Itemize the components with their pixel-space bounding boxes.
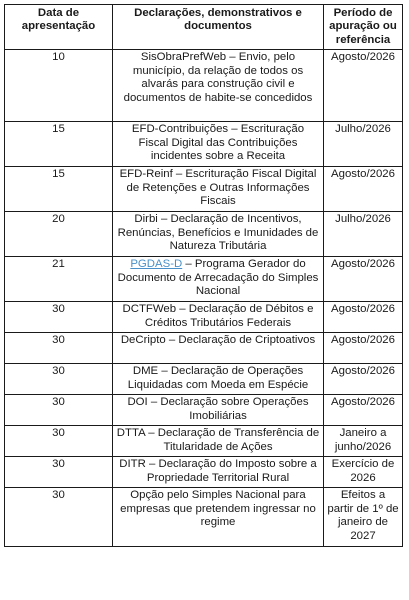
header-period: Período de apuração ou referência xyxy=(324,5,403,50)
row-description: DTTA – Declaração de Transferência de Titularidade de Ações xyxy=(113,426,324,457)
row-description: DOI – Declaração sobre Operações Imobiliárias xyxy=(113,395,324,426)
table-header-row xyxy=(5,5,403,50)
tax-calendar-table xyxy=(4,4,403,547)
table-row xyxy=(5,122,403,167)
table-row xyxy=(5,212,403,257)
row-description: DME – Declaração de Operações Liquidadas com Moeda em Espécie xyxy=(113,364,324,395)
row-description xyxy=(113,257,324,302)
row-day: 30 xyxy=(5,488,113,547)
row-description: Dirbi – Declaração de Incentivos, Renúncias, Benefícios e Imunidades de Natureza Tributária xyxy=(113,212,324,257)
row-period: Julho/2026 xyxy=(324,212,403,257)
row-period: Agosto/2026 xyxy=(324,50,403,122)
row-period: Efeitos a partir de 1º de janeiro de 2027 xyxy=(324,488,403,547)
row-period: Agosto/2026 xyxy=(324,302,403,333)
table-row xyxy=(5,167,403,212)
table-row xyxy=(5,333,403,364)
table-row xyxy=(5,395,403,426)
row-day: 30 xyxy=(5,457,113,488)
row-description: Opção pelo Simples Nacional para empresas que pretendem ingressar no regime xyxy=(113,488,324,547)
row-description: DCTFWeb – Declaração de Débitos e Créditos Tributários Federais xyxy=(113,302,324,333)
row-day: 30 xyxy=(5,395,113,426)
header-date: Data de apresentação xyxy=(5,5,113,50)
row-day: 15 xyxy=(5,122,113,167)
row-period: Exercício de 2026 xyxy=(324,457,403,488)
row-day: 10 xyxy=(5,50,113,122)
row-day: 21 xyxy=(5,257,113,302)
row-day: 20 xyxy=(5,212,113,257)
row-period: Agosto/2026 xyxy=(324,257,403,302)
row-period: Agosto/2026 xyxy=(324,364,403,395)
row-description: DeCripto – Declaração de Criptoativos xyxy=(113,333,324,364)
row-description-text: – Programa Gerador do Documento de Arrecadação do Simples Nacional xyxy=(117,258,319,298)
row-description: EFD-Reinf – Escrituração Fiscal Digital de Retenções e Outras Informações Fiscais xyxy=(113,167,324,212)
row-period: Agosto/2026 xyxy=(324,167,403,212)
row-description: DITR – Declaração do Imposto sobre a Propriedade Territorial Rural xyxy=(113,457,324,488)
row-day: 30 xyxy=(5,302,113,333)
table-row xyxy=(5,257,403,302)
table-row xyxy=(5,302,403,333)
row-description: SisObraPrefWeb – Envio, pelo município, da relação de todos os alvarás para construção civil e documentos de habite-se concedidos xyxy=(113,50,324,122)
pgdas-d-link[interactable]: PGDAS-D xyxy=(130,258,183,271)
row-period: Janeiro a junho/2026 xyxy=(324,426,403,457)
table-row xyxy=(5,364,403,395)
row-day: 15 xyxy=(5,167,113,212)
table-row xyxy=(5,488,403,547)
row-day: 30 xyxy=(5,333,113,364)
row-period: Agosto/2026 xyxy=(324,333,403,364)
row-period: Agosto/2026 xyxy=(324,395,403,426)
row-description: EFD-Contribuições – Escrituração Fiscal Digital das Contribuições incidentes sobre a Receita xyxy=(113,122,324,167)
table-row xyxy=(5,457,403,488)
row-period: Julho/2026 xyxy=(324,122,403,167)
table-row xyxy=(5,426,403,457)
row-day: 30 xyxy=(5,426,113,457)
table-row xyxy=(5,50,403,122)
row-day: 30 xyxy=(5,364,113,395)
header-description: Declarações, demonstrativos e documentos xyxy=(113,5,324,50)
